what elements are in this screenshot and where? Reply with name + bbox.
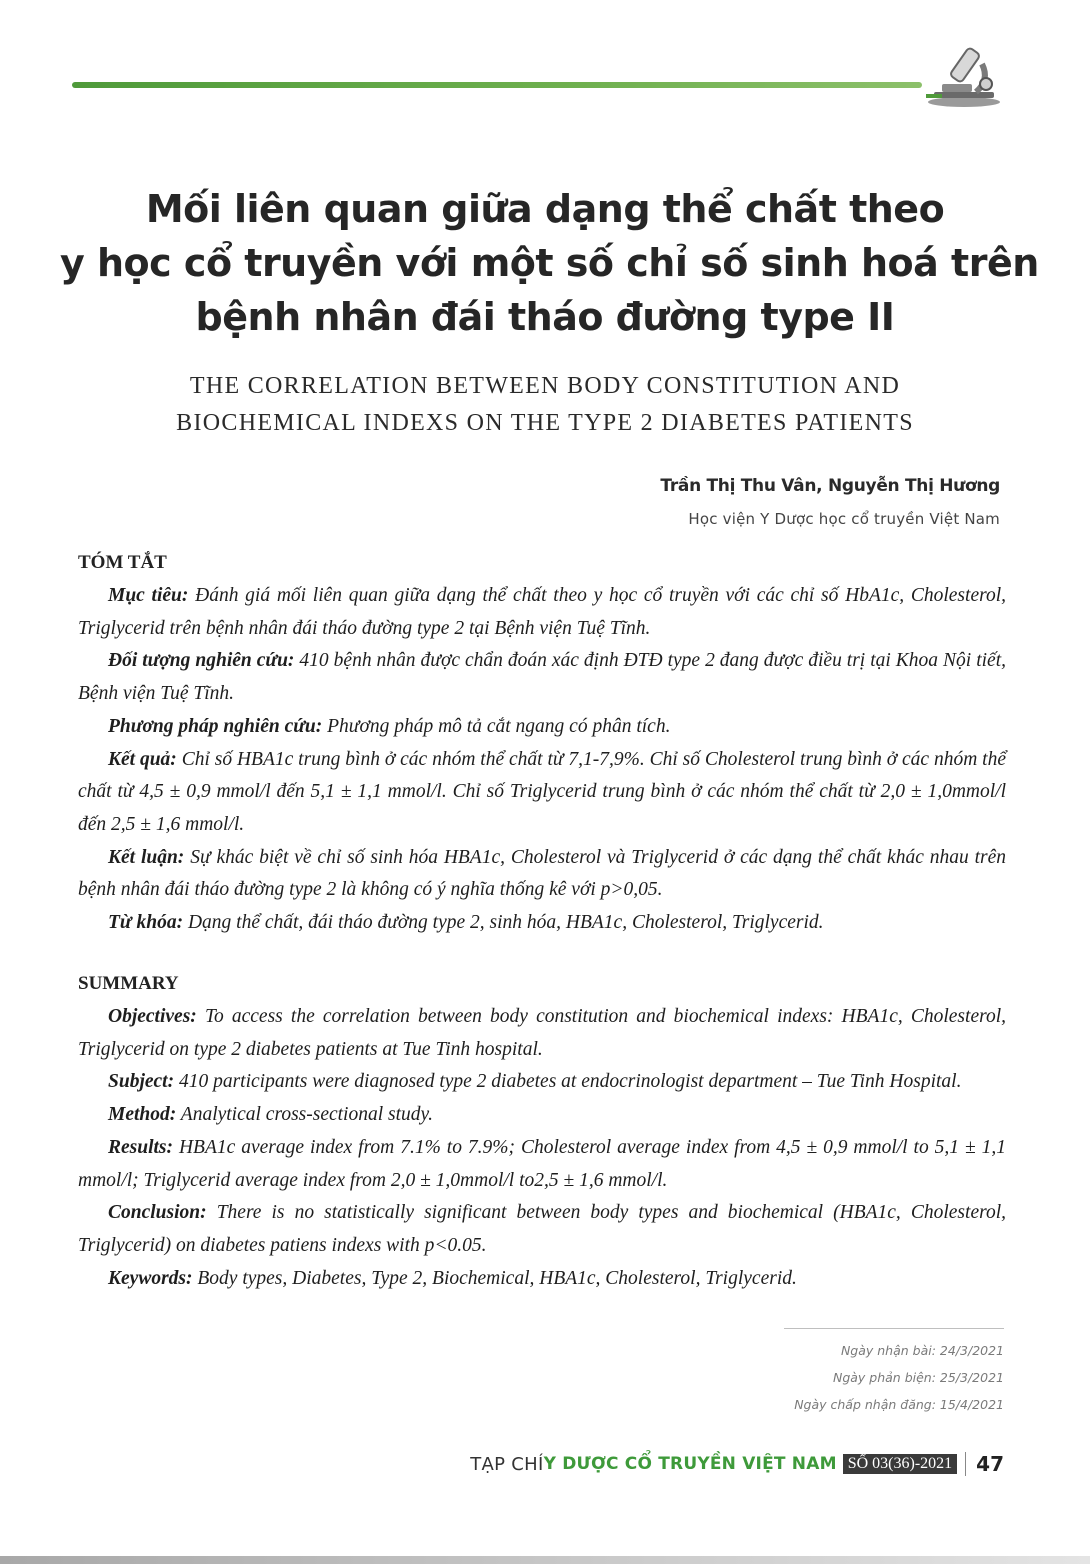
affiliation: Học viện Y Dược học cổ truyền Việt Nam bbox=[688, 510, 1000, 528]
header-rule bbox=[72, 82, 922, 88]
summary-item bbox=[78, 1001, 1006, 1066]
item-text: 410 participants were diagnosed type 2 diabetes at endocrinologist department – Tue Tinh Hospital. bbox=[178, 1071, 962, 1093]
submission-dates bbox=[784, 1328, 1004, 1418]
abstract-en bbox=[78, 973, 1006, 1295]
abstract-item bbox=[78, 711, 1006, 744]
footer-divider bbox=[965, 1452, 966, 1476]
article-title-vn bbox=[60, 182, 1039, 344]
footer-issue: SỐ 03(36)-2021 bbox=[843, 1454, 957, 1474]
item-label: Mục tiêu: bbox=[108, 585, 189, 606]
item-text: Sự khác biệt về chỉ số sinh hóa HBA1c, Cholesterol và Triglycerid ở các dạng thể chất khác nhau trên bệnh nhân đái tháo đường type 2 là không có ý nghĩa thống kê với p>0,05. bbox=[78, 846, 1007, 901]
date-received: Ngày nhận bài: 24/3/2021 bbox=[840, 1343, 1004, 1358]
item-text: 410 bệnh nhân được chẩn đoán xác định ĐTĐ type 2 đang được điều trị tại Khoa Nội tiết, Bệnh viện Tuệ Tĩnh. bbox=[78, 650, 1006, 705]
item-label: Method: bbox=[108, 1104, 177, 1126]
abstract-vn bbox=[78, 552, 1006, 940]
item-label: Phương pháp nghiên cứu: bbox=[108, 715, 323, 737]
title-en-line: BIOCHEMICAL INDEXS ON THE TYPE 2 DIABETES PATIENTS bbox=[176, 410, 914, 436]
abstract-en-heading: SUMMARY bbox=[78, 973, 179, 994]
article-title-en bbox=[60, 368, 1030, 442]
item-text: Chỉ số HBA1c trung bình ở các nhóm thể chất từ 7,1-7,9%. Chỉ số Cholesterol trung bình ở các nhóm thể chất từ 4,5 ± 0,9 mmol/l đến 5,1 ± 1,1 mmol/l. Chỉ số Triglycerid trung bình ở các nhóm thể chất từ 2,0 ± 1,0mmol/l đến 2,5 ± 1,6 mmol/l. bbox=[78, 748, 1007, 835]
item-text: Body types, Diabetes, Type 2, Biochemical, HBA1c, Cholesterol, Triglycerid. bbox=[197, 1267, 797, 1289]
summary-item bbox=[78, 1099, 1006, 1132]
title-line: bệnh nhân đái tháo đường type II bbox=[195, 295, 895, 339]
summary-item bbox=[78, 1197, 1006, 1262]
item-text: HBA1c average index from 7.1% to 7.9%; Cholesterol average index from 4,5 ± 0,9 mmol/l to 5,1 ± 1,1 mmol/l; Triglycerid average index from 2,0 ± 1,0mmol/l to2,5 ± 1,6 mmol/l. bbox=[78, 1136, 1007, 1191]
authors: Trần Thị Thu Vân, Nguyễn Thị Hương bbox=[660, 476, 1000, 496]
date-reviewed: Ngày phản biện: 25/3/2021 bbox=[832, 1370, 1004, 1385]
item-label: Keywords: bbox=[108, 1267, 193, 1289]
item-label: Kết quả: bbox=[108, 748, 177, 770]
item-label: Results: bbox=[108, 1136, 174, 1158]
item-text: To access the correlation between body constitution and biochemical indexs: HBA1c, Cholesterol, Triglycerid on type 2 diabetes patients at Tue Tinh hospital. bbox=[78, 1006, 1007, 1060]
item-text: Đánh giá mối liên quan giữa dạng thể chất theo y học cổ truyền với các chỉ số HbA1c, Cholesterol, Triglycerid trên bệnh nhân đái tháo đường type 2 tại Bệnh viện Tuệ Tĩnh. bbox=[78, 585, 1007, 639]
summary-item bbox=[78, 1066, 1006, 1099]
item-text: Dạng thể chất, đái tháo đường type 2, sinh hóa, HBA1c, Cholesterol, Triglycerid. bbox=[187, 912, 824, 934]
item-label: Kết luận: bbox=[108, 846, 185, 868]
abstract-item bbox=[78, 907, 1006, 940]
item-label: Conclusion: bbox=[108, 1202, 207, 1224]
item-label: Từ khóa: bbox=[108, 912, 184, 934]
item-label: Subject: bbox=[108, 1071, 175, 1093]
footer-journal-name: Y DƯỢC CỔ TRUYỀN VIỆT NAM bbox=[543, 1454, 837, 1474]
abstract-vn-heading: TÓM TẮT bbox=[78, 552, 167, 573]
abstract-item bbox=[78, 645, 1006, 710]
abstract-item bbox=[78, 842, 1006, 907]
footer-prefix: TẠP CHÍ bbox=[470, 1453, 544, 1475]
title-line: y học cổ truyền với một số chỉ số sinh hoá trên bbox=[60, 241, 1039, 285]
microscope-icon bbox=[924, 40, 1004, 110]
item-label: Objectives: bbox=[108, 1006, 197, 1027]
item-text: There is no statistically significant between body types and biochemical (HBA1c, Cholesterol, Triglycerid) on diabetes patiens indexs with p<0.05. bbox=[78, 1202, 1007, 1256]
item-text: Phương pháp mô tả cắt ngang có phân tích. bbox=[327, 715, 671, 737]
summary-item bbox=[78, 1263, 1006, 1296]
item-label: Đối tượng nghiên cứu: bbox=[108, 650, 295, 672]
page-number: 47 bbox=[976, 1452, 1004, 1476]
page-footer bbox=[470, 1452, 1004, 1476]
title-line: Mối liên quan giữa dạng thể chất theo bbox=[145, 187, 945, 231]
title-en-line: THE CORRELATION BETWEEN BODY CONSTITUTION AND bbox=[189, 373, 901, 399]
item-text: Analytical cross-sectional study. bbox=[180, 1104, 433, 1126]
date-accepted: Ngày chấp nhận đăng: 15/4/2021 bbox=[794, 1397, 1004, 1412]
abstract-item bbox=[78, 744, 1006, 842]
abstract-item bbox=[78, 580, 1006, 645]
summary-item bbox=[78, 1132, 1006, 1197]
footer-rule bbox=[0, 1556, 1090, 1564]
